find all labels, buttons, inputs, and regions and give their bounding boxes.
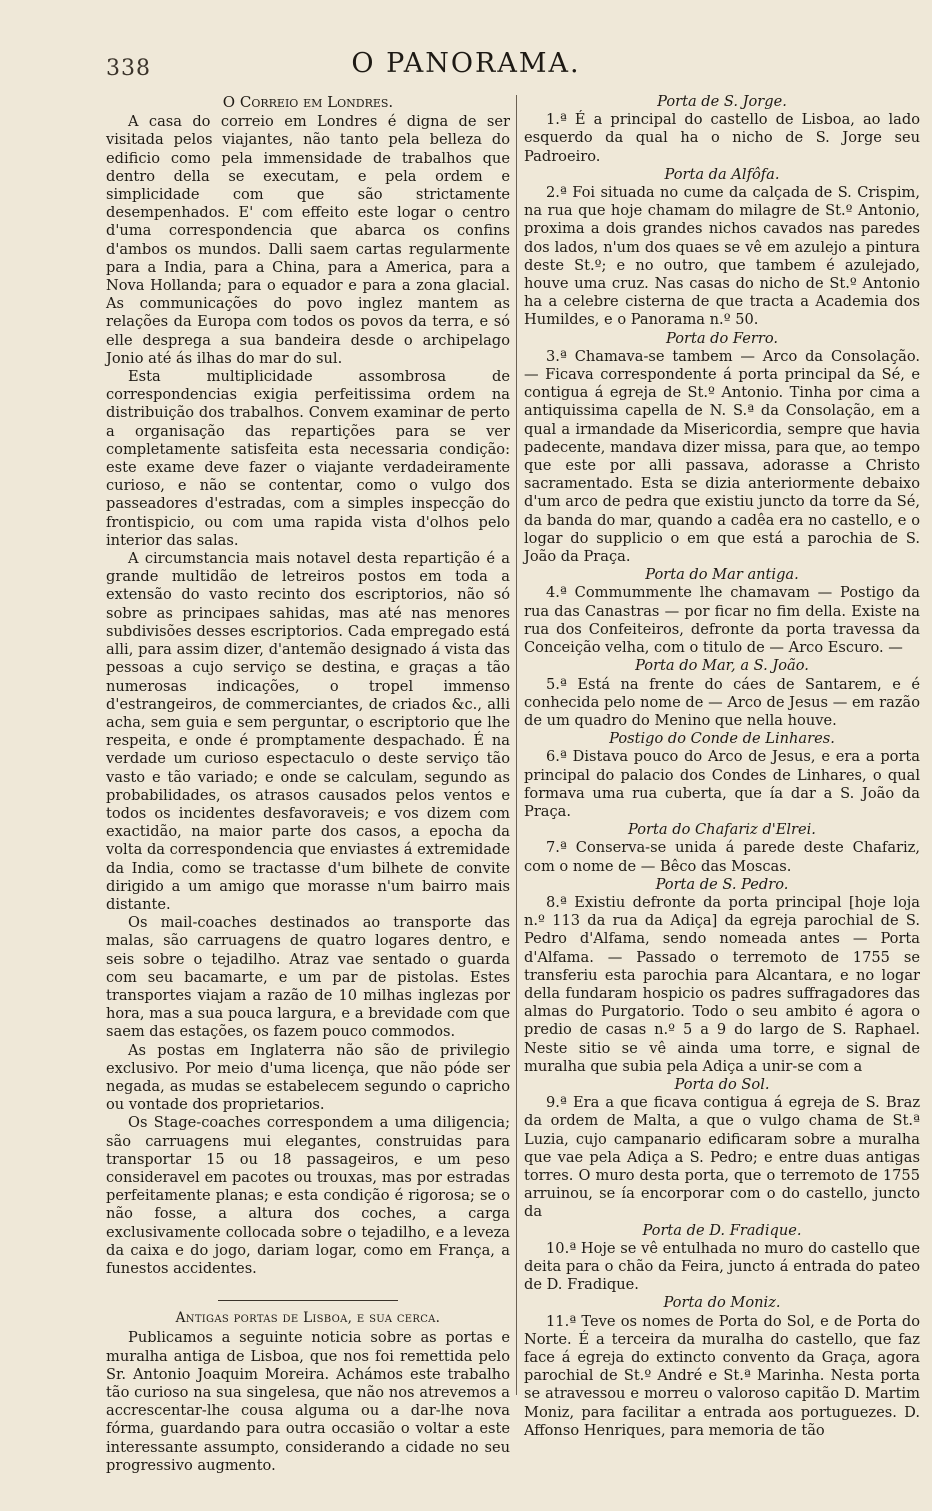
gate-text: Era a que ficava contigua á egreja de S. Braz da ordem de Malta, a que o vulgo chama de St.ª Luzia, cujo campanario edificaram sobre a muralha que vae pela Adiça a S. Pedro; e entre duas antigas torres. O muro desta porta, que o terremoto de 1755 arruinou, se ía encorporar com o do castello, juncto da: [524, 1094, 921, 1221]
gate-heading: Porta do Mar antiga.: [645, 566, 799, 584]
article-paragraph: As postas em Inglaterra não são de privilegio exclusivo. Por meio d'uma licença, que não póde ser negada, as mudas se estabelecem segundo o capricho ou vontade dos proprietarios.: [106, 1041, 510, 1114]
article-paragraph: Publicamos a seguinte noticia sobre as portas e muralha antiga de Lisboa, que nos foi remettida pelo Sr. Antonio Joaquim Moreira. Achámos este trabalho tão curioso na sua singelesa, que não nos atrevemos a accrescentar-lhe cousa alguma ou a dar-lhe nova fórma, guardando para outra occasião o voltar a este interessante assumpto, considerando a cidade no seu progressivo augmento.: [106, 1329, 510, 1474]
gate-entry: [524, 839, 920, 875]
gate-heading: Porta do Moniz.: [663, 1294, 781, 1312]
gate-text: Distava pouco do Arco de Jesus, e era a porta principal do palacio dos Condes de Linhares, o qual formava uma rua cuberta, que ía dar a S. João da Praça.: [524, 748, 921, 820]
column-divider: [516, 95, 517, 1395]
article-paragraph: A casa do correio em Londres é digna de ser visitada pelos viajantes, não tanto pela belleza do edificio como pela immensidade de trabalhos que dentro della se executam, e pela ordem e simplicidade com que são strictamente desempenhados. E' com effeito este logar o centro d'uma correspondencia que abarca os confins d'ambos os mundos. Dalli saem cartas regularmente para a India, para a China, para a America, para a Nova Hollanda; para o equador e para a zona glacial. As communicações do povo inglez mantem as relações da Europa com todos os povos da terra, e só elle desprega a sua bandeira desde o archipelago Jonio até ás ilhas do mar do sul.: [106, 113, 510, 367]
left-column: [106, 93, 510, 1475]
gate-entry: [524, 676, 920, 731]
gate-text: Chamava-se tambem — Arco da Consolação. — Ficava correspondente á porta principal da Sé, e contigua á egreja de St.º Antonio. Tinha por cima a antiquissima capella de N. S.ª da Consolação, em a qual a irmandade da Misericordia, sempre que havia padecente, mandava dizer missa, para que, ao tempo que este por alli passava, adorasse a Christo sacramentado. Esta se dizia anteriormente debaixo d'um arco de pedra que existiu juncto da torre da Sé, da banda do mar, quando a cadêa era no castello, e o logar do supplicio o em que está a parochia de S. João da Praça.: [524, 347, 920, 566]
gate-heading: Porta da Alfôfa.: [664, 165, 780, 183]
gate-entry: [524, 111, 920, 166]
gate-text: Hoje se vê entulhada no muro do castello que deita para o chão da Feira, juncto á entrada do pateo de D. Fradique.: [524, 1239, 921, 1294]
gate-entry: [524, 748, 920, 821]
gate-number: 10.ª: [546, 1239, 577, 1257]
gate-entry: [524, 584, 920, 657]
gate-number: 11.ª: [546, 1312, 577, 1330]
gate-entry: [524, 1094, 920, 1221]
gate-heading: Porta do Sol.: [674, 1075, 770, 1093]
article-title-portas: Antigas portas de Lisboa, e sua cerca.: [175, 1310, 441, 1327]
gate-text: Teve os nomes de Porta do Sol, e de Porta do Norte. É a terceira da muralha do castello, que faz face á egreja do extincto convento da Graça, agora parochial de St.º André e St.ª Marinha. Nesta porta se atravessou e morreu o valoroso capitão D. Martim Moniz, para facilitar a entrada aos portuguezes. D. Affonso Henriques, para memoria de tão: [524, 1312, 921, 1439]
gate-number: 9.ª: [546, 1094, 567, 1112]
gate-text: Commummente lhe chamavam — Postigo da rua das Canastras — por ficar no fim della. Existe na rua dos Confeiteiros, defronte da porta travessa da Conceição velha, com o titulo de — Arco Escuro. —: [524, 584, 921, 657]
article-paragraph: Esta multiplicidade assombrosa de correspondencias exigia perfeitissima ordem na distribuição dos trabalhos. Convem examinar de perto a organisação das repartições para se ver completamente satisfeita esta necessaria condição: este exame deve fazer o viajante verdadeiramente curioso, e não se contentar, como o vulgo dos passeadores d'estradas, com a simples inspecção do frontispicio, ou com uma rapida vista d'olhos pelo interior das salas.: [106, 368, 510, 549]
article-paragraph: A circumstancia mais notavel desta repartição é a grande multidão de letreiros postos em toda a extensão do vasto recinto dos escriptorios, não só sobre as principaes sahidas, mas até nas menores subdivisões desses escriptorios. Cada empregado está alli, para assim dizer, d'antemão designado á vista das pessoas a cujo serviço se destina, e graças a tão numerosas indicações, o tropel immenso d'estrangeiros, de commerciantes, de criados &c., alli acha, sem guia e sem perguntar, o escriptorio que lhe respeita, e onde é promptamente despachado. É na verdade um curioso espectaculo o deste serviço tão vasto e tão variado; e onde se calculam, segundo as probabilidades, os atrasos causados pelos ventos e todos os incidentes desfavoraveis; e vos dizem com exactidão, na maior parte dos casos, a epocha da volta da correspondencia que enviastes á extremidade da India, como se tractasse d'um bilhete de convite dirigido a um amigo que morasse n'um bairro mais distante.: [106, 550, 510, 913]
gate-number: 1.ª: [546, 111, 567, 129]
gate-entry: [524, 1313, 920, 1440]
gate-heading: Porta de S. Jorge.: [657, 93, 787, 110]
article-title-correio: O Correio em Londres.: [222, 93, 394, 111]
article-paragraph: Os Stage-coaches correspondem a uma diligencia; são carruagens mui elegantes, construidas para transportar 15 ou 18 passageiros, e um peso consideravel em pacotes ou trouxas, mas por estradas perfeitamente planas; e esta condição é rigorosa; se o não fosse, a altura dos coches, a carga exclusivamente collocada sobre o tejadilho, e a leveza da caixa e do jogo, dariam logar, como em França, a funestos accidentes.: [106, 1114, 510, 1277]
gate-number: 6.ª: [546, 748, 567, 766]
gate-text: Está na frente do cáes de Santarem, e é conhecida pelo nome de — Arco de Jesus — em razão de um quadro do Menino que nella houve.: [524, 675, 921, 729]
right-column: [524, 93, 920, 1440]
gate-heading: Porta do Chafariz d'Elrei.: [628, 821, 816, 839]
gate-text: Existiu defronte da porta principal [hoje loja n.º 113 da rua da Adiça] da egreja parochial de S. Pedro d'Alfama, sendo nomeada antes — Porta d'Alfama. — Passado o terremoto de 1755 se transferiu esta parochia para Alcantara, e no logar della fundaram hospicio os padres suffragadores das almas do Purgatorio. Todo o seu ambito é agora o predio de casas n.º 5 a 9 do largo de S. Raphael. Neste sitio se vê ainda uma torre, e signal de muralha que subia pela Adiça a unir-se com a: [524, 893, 921, 1075]
gate-heading: Porta de S. Pedro.: [655, 875, 789, 893]
gate-number: 8.ª: [546, 893, 567, 911]
gate-heading: Porta do Mar, a S. João.: [635, 657, 809, 675]
gate-number: 2.ª: [546, 184, 567, 202]
gate-text: É a principal do castello de Lisboa, ao lado esquerdo da qual ha o nicho de S. Jorge seu Padroeiro.: [524, 111, 921, 165]
article-paragraph: Os mail-coaches destinados ao transporte das malas, são carruagens de quatro logares dentro, e seis sobre o tejadilho. Atraz vae sentado o guarda com seu bacamarte, e um par de pistolas. Estes transportes viajam a razão de 10 milhas inglezas por hora, mas a sua pouca largura, e a brevidade com que saem das estações, os fazem pouco commodos.: [106, 914, 510, 1041]
gate-number: 7.ª: [546, 839, 567, 857]
gate-entry: [524, 348, 920, 566]
gate-heading: Postigo do Conde de Linhares.: [609, 730, 835, 748]
running-title: O PANORAMA.: [351, 48, 581, 79]
gate-text: Conserva-se unida á parede deste Chafariz, com o nome de — Bêco das Moscas.: [524, 839, 920, 875]
gate-number: 5.ª: [546, 675, 567, 693]
gate-heading: Porta do Ferro.: [665, 329, 779, 347]
gate-heading: Porta de D. Fradique.: [642, 1221, 802, 1239]
gate-number: 3.ª: [546, 347, 567, 365]
gate-entry: [524, 894, 920, 1076]
gate-entry: [524, 184, 920, 330]
gate-number: 4.ª: [546, 584, 567, 602]
section-rule: [218, 1300, 398, 1301]
gate-entry: [524, 1240, 920, 1295]
gate-text: Foi situada no cume da calçada de S. Crispim, na rua que hoje chamam do milagre de St.º Antonio, proxima a dois grandes nichos cavados nas paredes dos lados, n'um dos quaes se vê em azulejo a pintura deste St.º; e no outro, que tambem é azulejado, houve uma cruz. Nas casas do nicho de St.º Antonio ha a celebre cisterna de que tracta a Academia dos Humildes, e o Panorama n.º 50.: [524, 184, 921, 329]
page-number: 338: [106, 56, 151, 81]
